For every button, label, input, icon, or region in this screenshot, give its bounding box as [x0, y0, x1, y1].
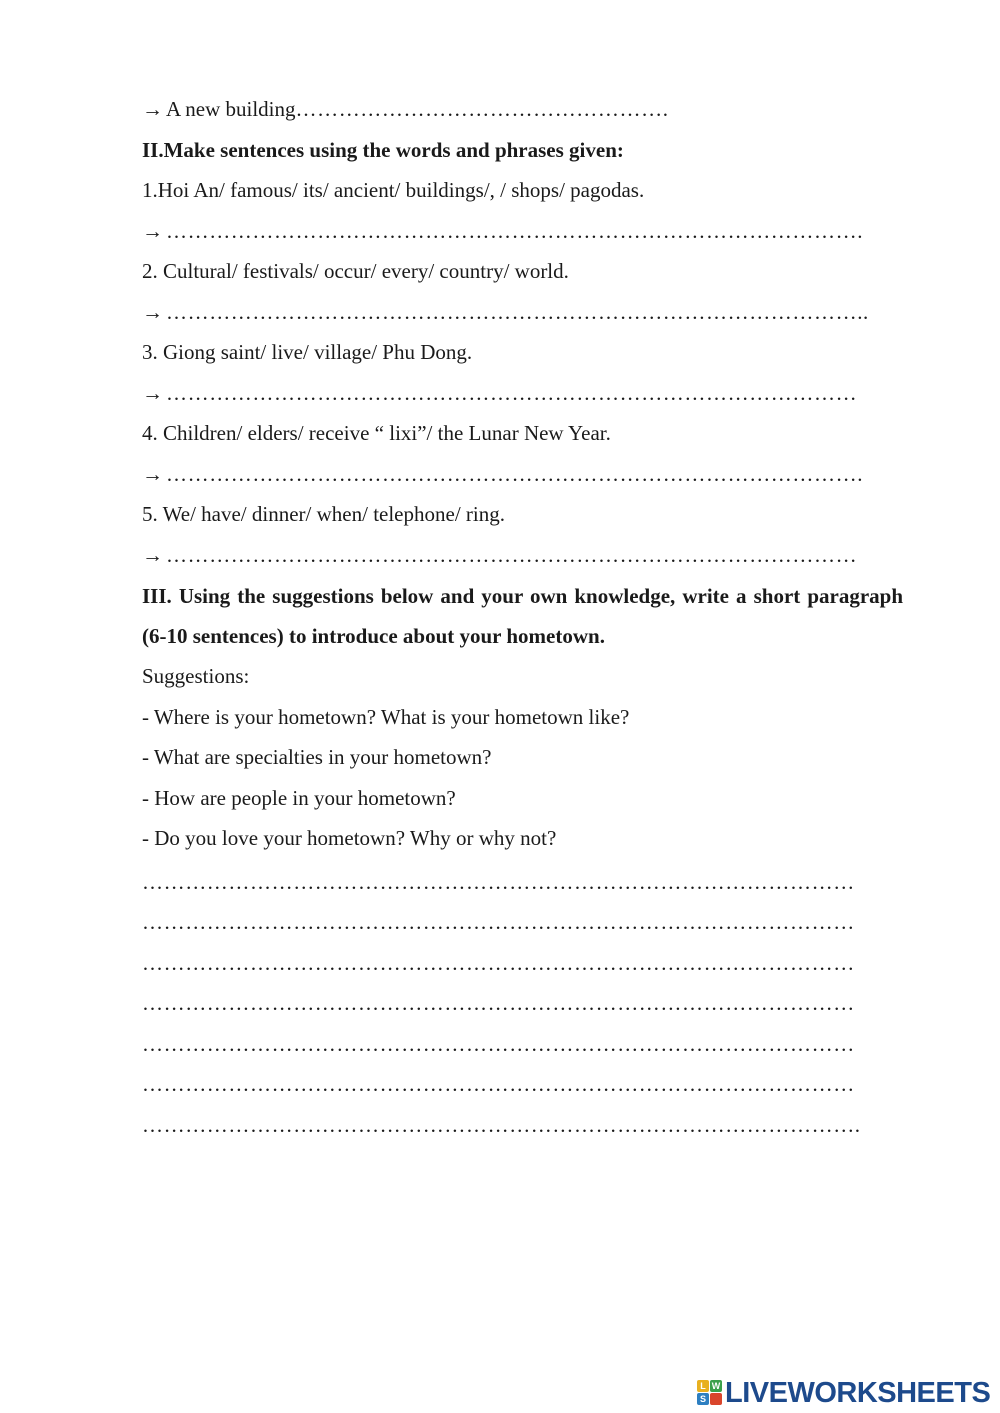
- arrow-icon: →: [142, 381, 163, 405]
- logo-text: LIVEWORKSHEETS: [725, 1376, 991, 1409]
- logo-grid-icon: L W S: [697, 1380, 723, 1406]
- writing-line[interactable]: ………………………………………………………………………………………: [142, 991, 855, 1015]
- answer-prefix: A new building: [166, 97, 296, 121]
- section-3-heading: III. Using the suggestions below and your own knowledge, write a short paragraph (6-10 sentences) to introduce about your hometown.: [142, 584, 903, 648]
- suggestion-item: - How are people in your hometown?: [142, 786, 456, 810]
- exercise-prompt: 2. Cultural/ festivals/ occur/ every/ country/ world.: [142, 259, 569, 283]
- answer-blank[interactable]: ……………………………………………………………………………………..: [166, 300, 869, 324]
- exercise-prompt: 5. We/ have/ dinner/ when/ telephone/ ring.: [142, 502, 505, 526]
- writing-line[interactable]: ………………………………………………………………………………………: [142, 910, 855, 934]
- writing-line[interactable]: ………………………………………………………………………………………: [142, 870, 855, 894]
- answer-blank[interactable]: …………………………………………………………………………………….: [166, 219, 864, 243]
- answer-blank[interactable]: …………………………………………………………………………………….: [166, 462, 864, 486]
- answer-blank[interactable]: ……………………………………………………………………………………: [166, 381, 858, 405]
- answer-blank[interactable]: ……………………………………………………………………………………: [166, 543, 858, 567]
- suggestion-item: - Where is your hometown? What is your hometown like?: [142, 705, 630, 729]
- suggestion-item: - What are specialties in your hometown?: [142, 745, 492, 769]
- arrow-icon: →: [142, 462, 163, 486]
- liveworksheets-logo: [697, 1376, 990, 1410]
- answer-line: [142, 379, 857, 407]
- answer-blank[interactable]: …………………………………………….: [295, 97, 669, 121]
- suggestion-item: - Do you love your hometown? Why or why not?: [142, 826, 557, 850]
- answer-line: [142, 460, 863, 488]
- arrow-icon: →: [142, 300, 163, 324]
- answer-line: [142, 298, 869, 326]
- arrow-icon: →: [142, 543, 163, 567]
- exercise-prompt: 4. Children/ elders/ receive “ lixi”/ the Lunar New Year.: [142, 421, 611, 445]
- arrow-icon: →: [142, 97, 163, 121]
- arrow-icon: →: [142, 219, 163, 243]
- writing-line[interactable]: ………………………………………………………………………………………: [142, 951, 855, 975]
- answer-line-new-building: [142, 95, 669, 123]
- writing-line[interactable]: ………………………………………………………………………………………: [142, 1072, 855, 1096]
- section-2-heading: II.Make sentences using the words and phrases given:: [142, 138, 624, 162]
- exercise-prompt: 1.Hoi An/ famous/ its/ ancient/ buildings/, / shops/ pagodas.: [142, 178, 645, 202]
- suggestions-label: Suggestions:: [142, 664, 250, 688]
- answer-line: [142, 541, 857, 569]
- writing-line[interactable]: ………………………………………………………………………………………: [142, 1032, 855, 1056]
- answer-line: [142, 217, 863, 245]
- exercise-prompt: 3. Giong saint/ live/ village/ Phu Dong.: [142, 340, 473, 364]
- writing-line[interactable]: ……………………………………………………………………………………….: [142, 1113, 861, 1137]
